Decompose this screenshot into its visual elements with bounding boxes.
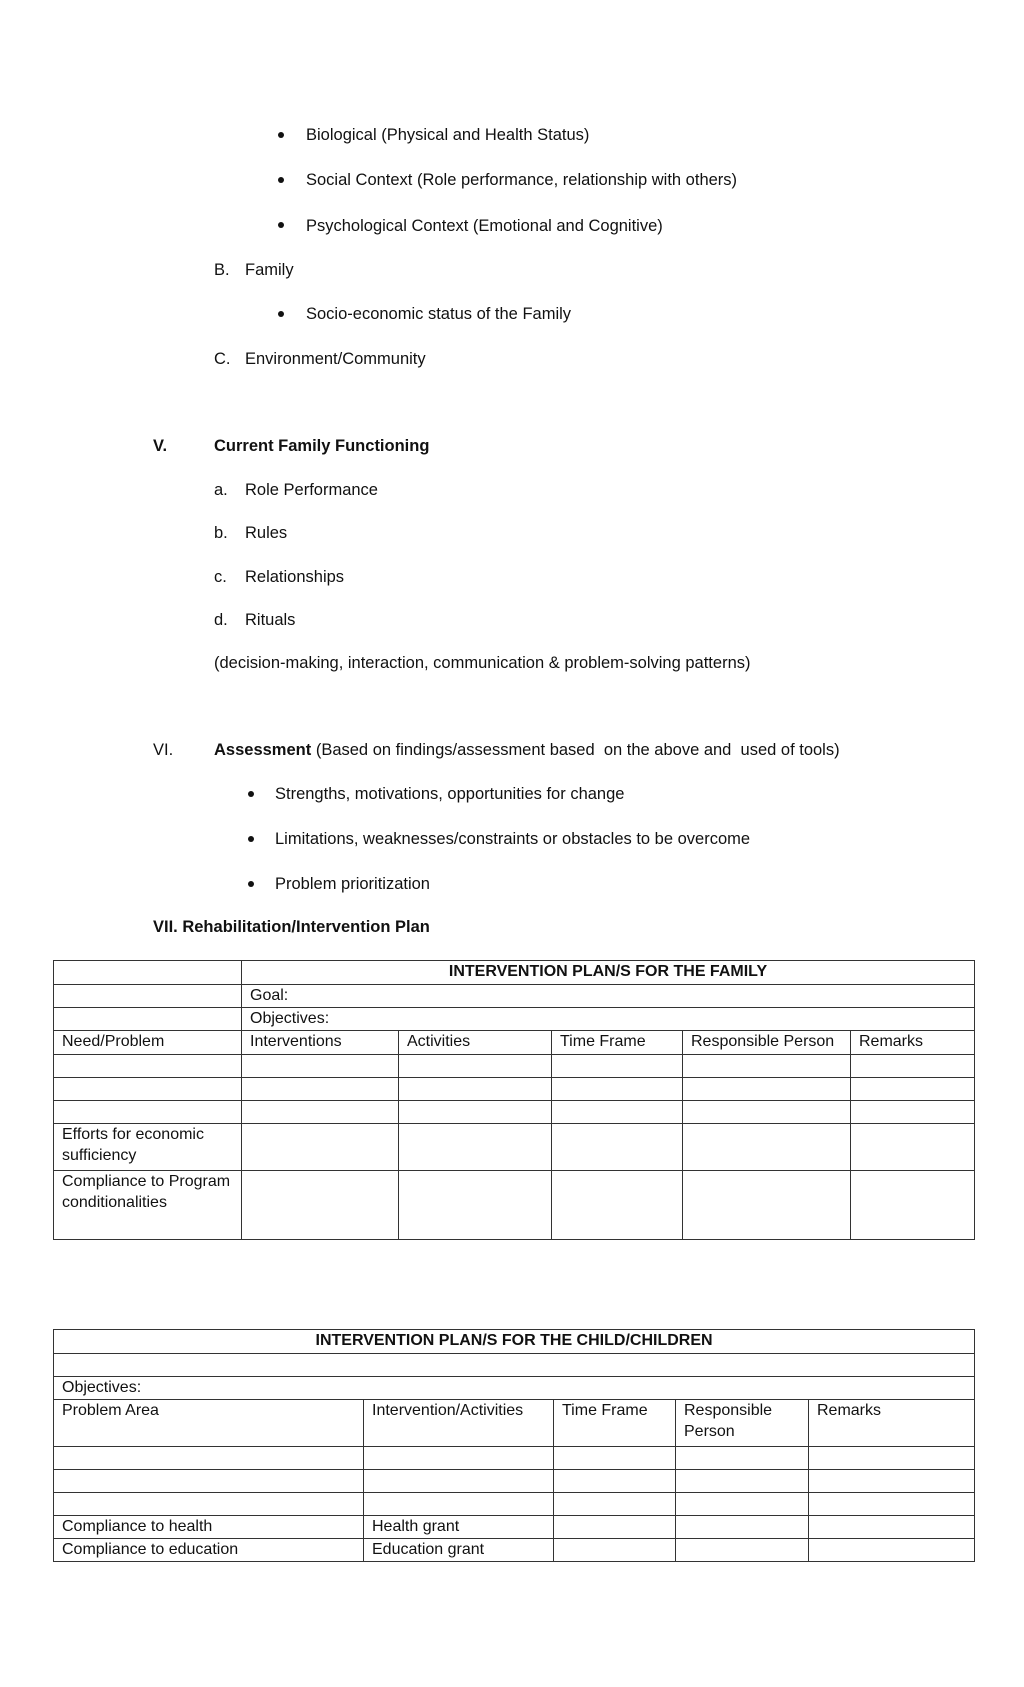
table-row (54, 1539, 975, 1562)
table-cell[interactable] (676, 1447, 809, 1470)
table-header-row (54, 1400, 975, 1447)
table-cell[interactable] (683, 1171, 851, 1240)
table-cell[interactable] (364, 1470, 554, 1493)
table-cell[interactable] (399, 1171, 552, 1240)
table-cell[interactable] (552, 1101, 683, 1124)
table-row (54, 985, 975, 1008)
row-label-compliance-health: Compliance to health (54, 1516, 364, 1539)
table-row (54, 1171, 975, 1240)
bullet-icon (278, 222, 284, 228)
table-cell[interactable] (54, 1354, 975, 1377)
table-cell[interactable] (809, 1493, 975, 1516)
child-intervention-table (53, 1329, 975, 1562)
row-label-program-conditionalities: Compliance to Program conditionalities (54, 1171, 242, 1240)
table-row (54, 1447, 975, 1470)
table-cell[interactable] (851, 1101, 975, 1124)
item-letter-a: a. (214, 481, 228, 499)
item-letter-d: d. (214, 611, 228, 629)
table-cell (54, 1008, 242, 1031)
family-intervention-table (53, 960, 975, 1240)
table-header-row (54, 1031, 975, 1055)
family-goal-label: Goal: (242, 985, 975, 1008)
table-cell[interactable] (552, 1078, 683, 1101)
section-v-note: (decision-making, interaction, communication & problem-solving patterns) (214, 654, 751, 672)
bullet-icon (248, 791, 254, 797)
item-rituals: Rituals (245, 611, 296, 629)
table-cell[interactable] (399, 1101, 552, 1124)
table-cell[interactable] (364, 1493, 554, 1516)
bullet-biological: Biological (Physical and Health Status) (306, 126, 590, 144)
col-intervention-activities: Intervention/Activities (364, 1400, 554, 1447)
table-row (54, 1493, 975, 1516)
table-cell[interactable] (54, 1470, 364, 1493)
item-letter-c: c. (214, 568, 227, 586)
table-cell[interactable] (399, 1055, 552, 1078)
table-row (54, 1124, 975, 1171)
col-problem-area: Problem Area (54, 1400, 364, 1447)
table-cell[interactable] (851, 1055, 975, 1078)
table-cell[interactable] (552, 1055, 683, 1078)
table-cell[interactable] (554, 1539, 676, 1562)
table-cell[interactable] (554, 1516, 676, 1539)
table-cell[interactable] (851, 1171, 975, 1240)
col-remarks: Remarks (809, 1400, 975, 1447)
table-cell (54, 985, 242, 1008)
table-row (54, 1008, 975, 1031)
col-responsible-person: Responsible Person (683, 1031, 851, 1055)
bullet-icon (248, 836, 254, 842)
table-cell[interactable] (809, 1447, 975, 1470)
table-cell[interactable] (399, 1078, 552, 1101)
col-responsible-person: Responsible Person (676, 1400, 809, 1447)
table-row (54, 961, 975, 985)
table-cell[interactable] (809, 1539, 975, 1562)
table-cell[interactable] (554, 1493, 676, 1516)
bullet-psychological-context: Psychological Context (Emotional and Cognitive) (306, 217, 663, 235)
bullet-icon (278, 132, 284, 138)
table-cell[interactable] (242, 1078, 399, 1101)
table-cell[interactable] (676, 1516, 809, 1539)
table-cell[interactable] (399, 1124, 552, 1171)
item-rules: Rules (245, 524, 288, 542)
item-role-performance: Role Performance (245, 481, 378, 499)
row-education-grant: Education grant (364, 1539, 554, 1562)
table-cell[interactable] (54, 1447, 364, 1470)
table-cell[interactable] (683, 1101, 851, 1124)
table-row (54, 1101, 975, 1124)
item-letter-b: B. (214, 261, 230, 279)
item-family: Family (245, 261, 294, 279)
col-activities: Activities (399, 1031, 552, 1055)
section-vii-title: VII. Rehabilitation/Intervention Plan (153, 918, 430, 936)
section-vi-subtitle: (Based on findings/assessment based on the above and used of tools) (315, 741, 840, 759)
table-cell[interactable] (676, 1493, 809, 1516)
item-environment: Environment/Community (245, 350, 426, 368)
table-cell[interactable] (54, 1055, 242, 1078)
table-cell[interactable] (552, 1124, 683, 1171)
row-health-grant: Health grant (364, 1516, 554, 1539)
table-cell[interactable] (554, 1470, 676, 1493)
table-cell[interactable] (683, 1055, 851, 1078)
table-row (54, 1078, 975, 1101)
table-cell[interactable] (54, 1078, 242, 1101)
col-time-frame: Time Frame (552, 1031, 683, 1055)
item-letter-c: C. (214, 350, 231, 368)
table-cell[interactable] (676, 1539, 809, 1562)
col-need-problem: Need/Problem (54, 1031, 242, 1055)
table-cell[interactable] (809, 1470, 975, 1493)
table-cell[interactable] (809, 1516, 975, 1539)
item-relationships: Relationships (245, 568, 345, 586)
table-cell[interactable] (554, 1447, 676, 1470)
table-cell[interactable] (851, 1124, 975, 1171)
table-row (54, 1377, 975, 1400)
bullet-problem-prioritization: Problem prioritization (275, 875, 430, 893)
table-row (54, 1330, 975, 1354)
col-remarks: Remarks (851, 1031, 975, 1055)
table-row (54, 1516, 975, 1539)
table-cell[interactable] (683, 1078, 851, 1101)
table-cell[interactable] (364, 1447, 554, 1470)
section-vi-heading (214, 740, 840, 760)
family-table-heading: INTERVENTION PLAN/S FOR THE FAMILY (242, 961, 975, 985)
table-cell[interactable] (552, 1171, 683, 1240)
child-objectives-label: Objectives: (54, 1377, 975, 1400)
table-cell[interactable] (54, 1493, 364, 1516)
bullet-limitations: Limitations, weaknesses/constraints or obstacles to be overcome (275, 830, 751, 848)
section-vi-title: Assessment (214, 741, 312, 759)
table-cell[interactable] (242, 1171, 399, 1240)
table-cell[interactable] (683, 1124, 851, 1171)
col-interventions: Interventions (242, 1031, 399, 1055)
table-cell (54, 961, 242, 985)
bullet-strengths: Strengths, motivations, opportunities for change (275, 785, 625, 803)
bullet-icon (278, 311, 284, 317)
bullet-icon (248, 881, 254, 887)
section-vi-numeral: VI. (153, 741, 174, 759)
section-v-numeral: V. (153, 437, 168, 455)
table-cell[interactable] (54, 1101, 242, 1124)
item-letter-b: b. (214, 524, 228, 542)
bullet-social-context: Social Context (Role performance, relationship with others) (306, 171, 738, 189)
table-row (54, 1470, 975, 1493)
table-cell[interactable] (851, 1078, 975, 1101)
table-cell[interactable] (676, 1470, 809, 1493)
row-label-compliance-education: Compliance to education (54, 1539, 364, 1562)
bullet-icon (278, 177, 284, 183)
table-cell[interactable] (242, 1055, 399, 1078)
family-objectives-label: Objectives: (242, 1008, 975, 1031)
row-label-economic-sufficiency: Efforts for economic sufficiency (54, 1124, 242, 1171)
table-row (54, 1055, 975, 1078)
bullet-socio-economic: Socio-economic status of the Family (306, 305, 572, 323)
table-row (54, 1354, 975, 1377)
section-v-title: Current Family Functioning (214, 437, 430, 455)
table-cell[interactable] (242, 1124, 399, 1171)
child-table-heading: INTERVENTION PLAN/S FOR THE CHILD/CHILDREN (54, 1330, 975, 1354)
col-time-frame: Time Frame (554, 1400, 676, 1447)
table-cell[interactable] (242, 1101, 399, 1124)
